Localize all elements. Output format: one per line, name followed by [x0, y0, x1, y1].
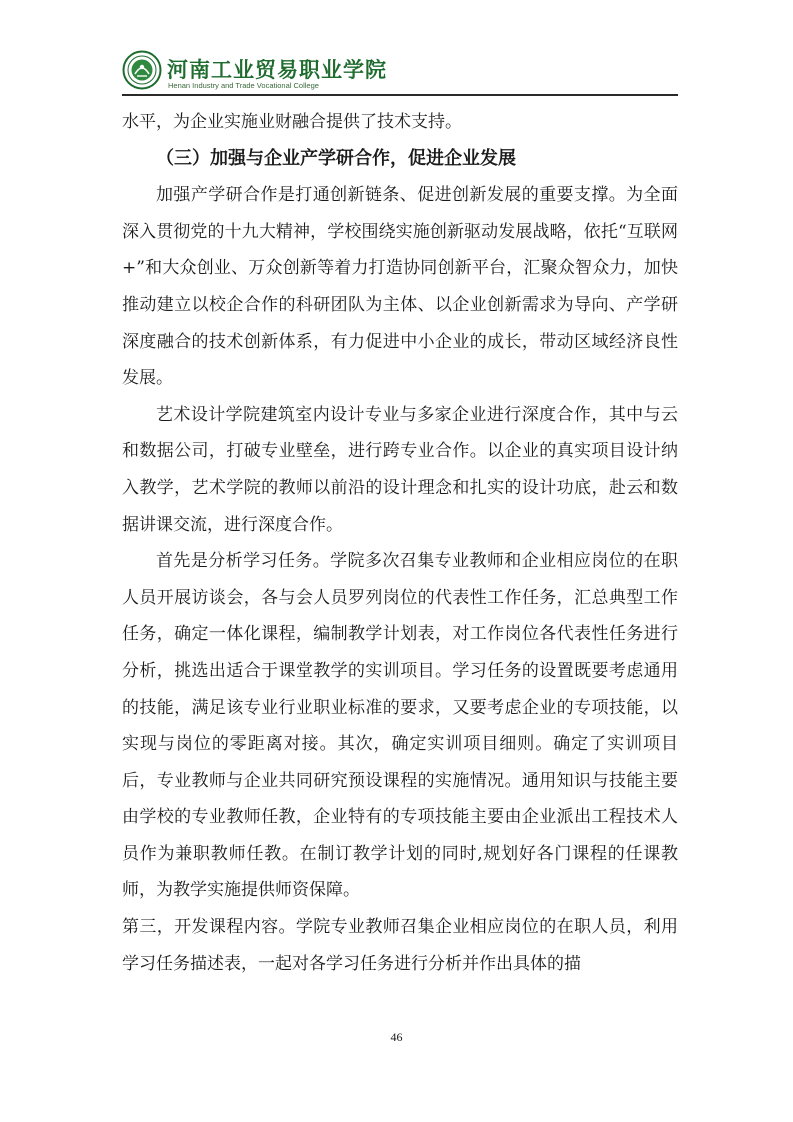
page-body	[122, 104, 678, 982]
college-emblem-icon	[122, 50, 162, 90]
continuation-paragraph: 水平，为企业实施业财融合提供了技术支持。	[122, 112, 462, 132]
school-name-en: Henan Industry and Trade Vocational College	[168, 81, 319, 90]
page-number: 46	[390, 1030, 403, 1044]
final-paragraph: 第三，开发课程内容。学院专业教师召集企业相应岗位的在职人员，利用学习任务描述表，一起对各学习任务进行分析并作出具体的描	[122, 917, 678, 974]
body-paragraph: 首先是分析学习任务。学院多次召集专业教师和企业相应岗位的在职人员开展访谈会，各与会人员罗列岗位的代表性工作任务，汇总典型工作任务，确定一体化课程，编制教学计划表，对工作岗位各代表性任务进行分析，挑选出适合于课堂教学的实训项目。学习任务的设置既要考虑通用的技能，满足该专业行业职业标准的要求，又要考虑企业的专项技能，以实现与岗位的零距离对接。其次，确定实训项目细则。确定了实训项目后，专业教师与企业共同研究预设课程的实施情况。通用知识与技能主要由学校的专业教师任教，企业特有的专项技能主要由企业派出工程技术人员作为兼职教师任教。在制订教学计划的同时,规划好各门课程的任课教师，为教学实施提供师资保障。	[122, 551, 678, 901]
body-paragraph: 加强产学研合作是打通创新链条、促进创新发展的重要支撑。为全面深入贯彻党的十九大精神，学校围绕实施创新驱动发展战略，依托“互联网+”和大众创业、万众创新等着力打造协同创新平台，汇聚众智众力，加快推动建立以校企合作的科研团队为主体、以企业创新需求为导向、产学研深度融合的技术创新体系，有力促进中小企业的成长，带动区域经济良性发展。	[122, 185, 678, 389]
header-divider	[122, 94, 678, 96]
body-paragraph: 艺术设计学院建筑室内设计专业与多家企业进行深度合作，其中与云和数据公司，打破专业壁垒，进行跨专业合作。以企业的真实项目设计纳入教学，艺术学院的教师以前沿的设计理念和扎实的设计功底，赴云和数据讲课交流，进行深度合作。	[122, 404, 678, 535]
school-name-cn: 河南工业贸易职业学院	[167, 57, 387, 82]
page-header	[122, 50, 682, 94]
section-heading: （三）加强与企业产学研合作，促进企业发展	[156, 147, 516, 169]
